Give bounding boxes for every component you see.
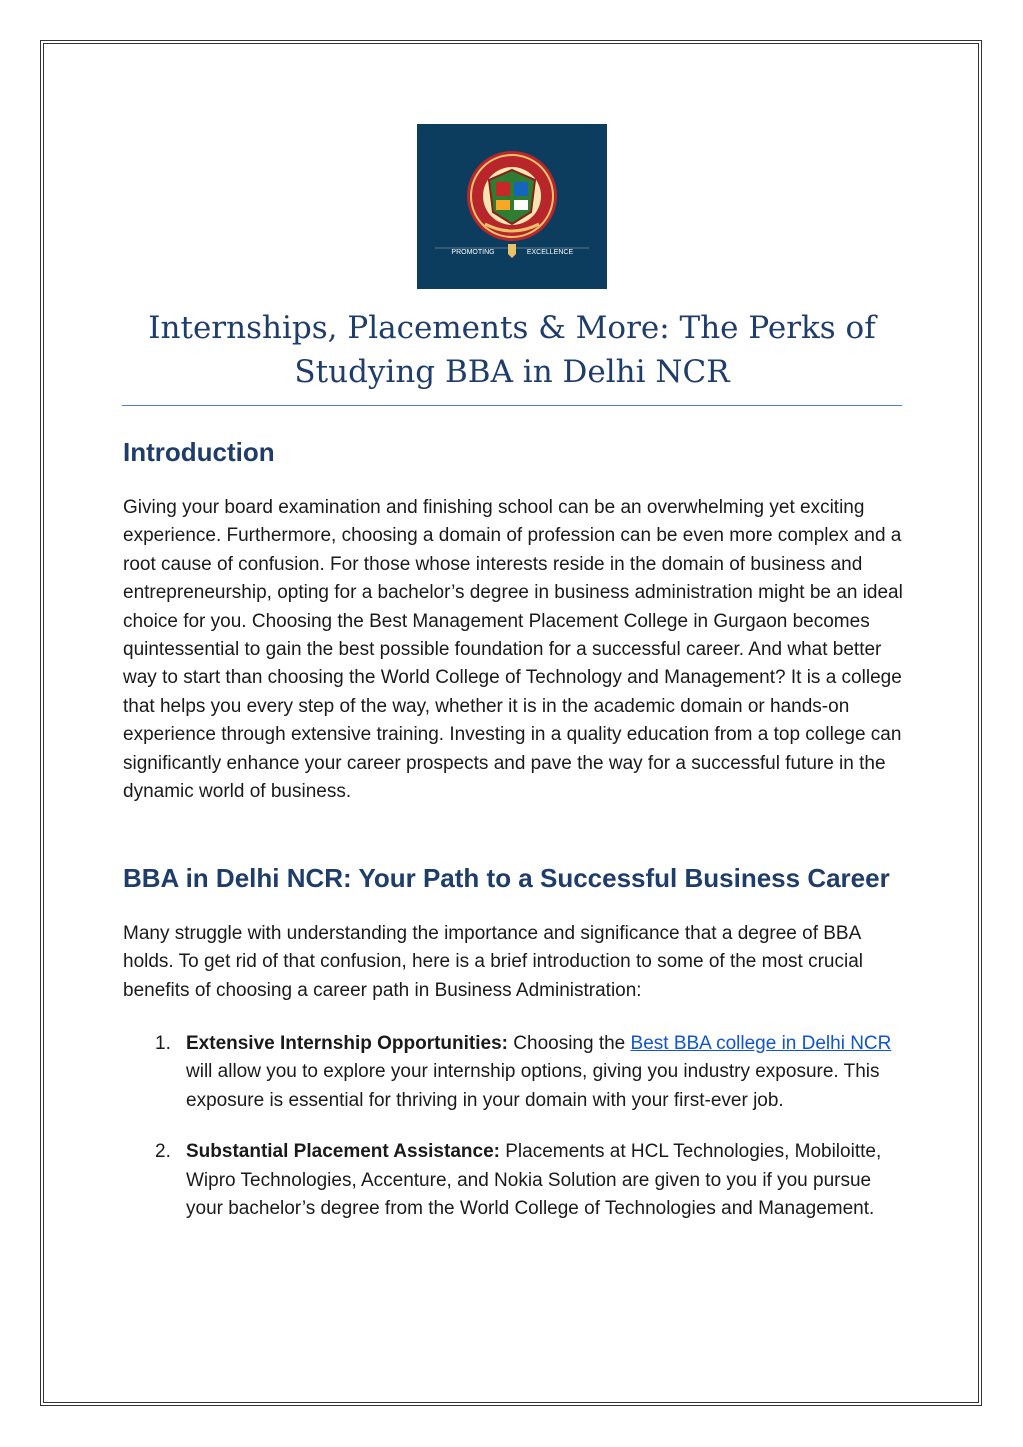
benefit-text: Placements at HCL Technologies, Mobiloitte, Wipro Technologies, Accenture, and Nokia Solution are given to you if you pursue your bachelor’s degree from the World College of Technologies and Management. <box>186 1141 882 1220</box>
benefit-label: Extensive Internship Opportunities: <box>186 1033 508 1054</box>
list-item <box>123 1138 903 1223</box>
list-item <box>123 1030 903 1115</box>
intro-heading: Introduction <box>123 437 275 467</box>
bba-heading: BBA in Delhi NCR: Your Path to a Successful Business Career <box>123 863 890 893</box>
benefit-text: Choosing the <box>508 1033 631 1054</box>
bba-paragraph: Many struggle with understanding the importance and significance that a degree of BBA holds. To get rid of that confusion, here is a brief introduction to some of the most crucial benefits of choosing a career path in Business Administration: <box>123 923 863 1001</box>
benefits-list <box>123 1030 903 1246</box>
list-number: 2. <box>155 1141 171 1163</box>
college-logo <box>417 124 607 289</box>
title-divider <box>122 405 902 406</box>
list-number: 1. <box>155 1033 171 1054</box>
benefit-label: Substantial Placement Assistance: <box>186 1141 500 1163</box>
college-seal-icon <box>417 124 607 289</box>
page-title: Internships, Placements & More: The Perks of Studying BBA in Delhi NCR <box>148 310 876 390</box>
logo-tagline-left: PROMOTING <box>451 249 495 256</box>
benefit-text: will allow you to explore your internship options, giving you industry exposure. This exposure is essential for thriving in your domain with your first-ever job. <box>186 1061 880 1111</box>
intro-paragraph: Giving your board examination and finishing school can be an overwhelming yet exciting experience. Furthermore, choosing a domain of profession can be even more complex and a root cause of confusion. For those whose interests reside in the domain of business and entrepreneurship, opting for a bachelor’s degree in business administration might be an ideal choice for you. Choosing the Best Management Placement College in Gurgaon becomes quintessential to gain the best possible foundation for a successful career. And what better way to start than choosing the World College of Technology and Management? It is a college that helps you every step of the way, whether it is in the academic domain or hands-on experience through extensive training. Investing in a quality education from a top college can significantly enhance your career prospects and pave the way for a successful future in the dynamic world of business. <box>123 497 903 803</box>
logo-tagline-right: EXCELLENCE <box>526 249 574 256</box>
best-bba-college-link[interactable]: Best BBA college in Delhi NCR <box>630 1033 892 1054</box>
